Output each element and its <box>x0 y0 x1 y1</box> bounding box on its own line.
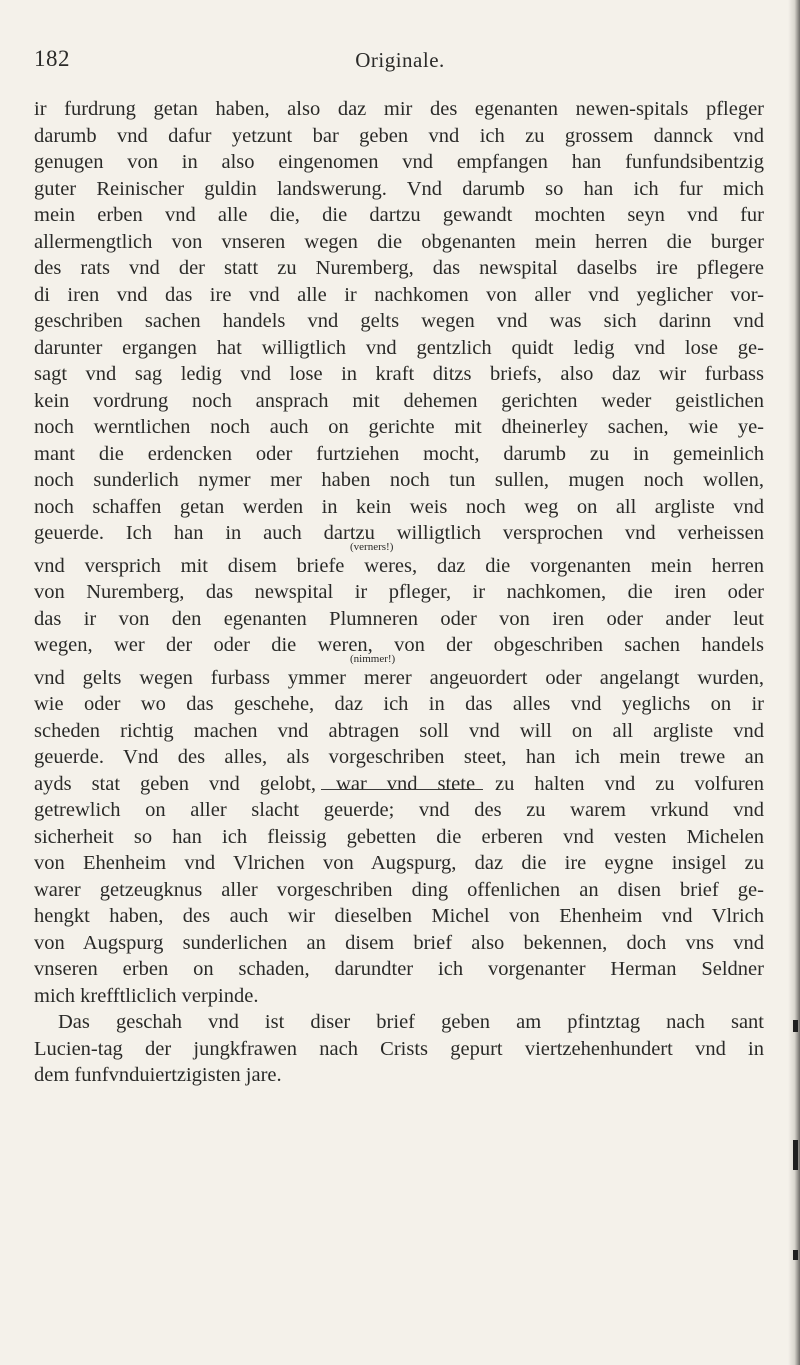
text-line: des rats vnd der statt zu Nuremberg, das newspital daselbs ire pflegere <box>34 257 764 279</box>
text-line: di iren vnd das ire vnd alle ir nachkomen von aller vnd yeglicher vor- <box>34 283 764 306</box>
text-line: das ir von den egenanten Plumneren oder von iren oder ander leut <box>34 607 764 630</box>
text-line: vnd gelts wegen furbass ymmer merer angeuordert oder angelangt wurden, <box>34 666 764 689</box>
text-line: mant die erdencken oder furtziehen mocht, darumb zu in gemeinlich <box>34 442 764 465</box>
end-rule <box>321 789 483 790</box>
text-line: mein erben vnd alle die, die dartzu gewandt mochten seyn vnd fur <box>34 204 764 226</box>
text-line: sagt vnd sag ledig vnd lose in kraft ditzs briefs, also daz wir furbass <box>34 363 764 385</box>
page-edge-mark <box>793 1250 798 1260</box>
text-line: geuerde. Ich han in auch dartzu willigtlich versprochen vnd verheissen <box>34 522 764 544</box>
text-line: noch schaffen getan werden in kein weis noch weg on all argliste vnd <box>34 495 764 518</box>
text-line: von Ehenheim vnd Vlrichen von Augspurg, daz die ire eygne insigel zu <box>34 852 764 874</box>
text-line: geuerde. Vnd des alles, als vorgeschriben steet, han ich mein trewe an <box>34 746 764 768</box>
text-line: getrewlich on aller slacht geuerde; vnd des zu warem vrkund vnd <box>34 799 764 821</box>
editorial-note: (nimmer!) <box>350 652 396 665</box>
page-edge-mark <box>793 1140 798 1170</box>
text-line: kein vordrung noch ansprach mit dehemen gerichten weder geistlichen <box>34 389 764 412</box>
text-line: Das geschah vnd ist diser brief geben am pfintztag nach sant <box>58 1011 764 1033</box>
text-line: allermengtlich von vnseren wegen die obgenanten mein herren die burger <box>34 230 764 253</box>
document-body <box>34 96 764 1089</box>
text-line: wegen, wer der oder die weren, von der obgeschriben sachen handels <box>34 634 764 656</box>
text-line: von Nuremberg, das newspital ir pfleger, ir nachkomen, die iren oder <box>34 581 764 603</box>
page-header <box>0 46 800 86</box>
text-line: mich krefftliclich verpinde. <box>34 984 259 1007</box>
text-line: hengkt haben, des auch wir dieselben Michel von Ehenheim vnd Vlrich <box>34 905 764 927</box>
text-line: geschriben sachen handels vnd gelts wegen vnd was sich darinn vnd <box>34 310 764 332</box>
text-line: sicherheit so han ich fleissig gebetten die erberen vnd vesten Michelen <box>34 825 764 848</box>
text-line: ayds stat geben vnd gelobt, war vnd stete zu halten vnd zu volfuren <box>34 772 764 795</box>
running-title: Originale. <box>355 48 445 72</box>
text-line: wie oder wo das geschehe, daz ich in das alles vnd yeglichs on ir <box>34 693 764 715</box>
text-line: vnseren erben on schaden, darundter ich vorgenanter Herman Seldner <box>34 958 764 980</box>
text-line: noch werntlichen noch auch on gerichte mit dheinerley sachen, wie ye- <box>34 416 764 438</box>
text-line: von Augspurg sunderlichen an disem brief also bekennen, doch vns vnd <box>34 931 764 954</box>
text-line: darunter ergangen hat willigtlich vnd gentzlich quidt ledig vnd lose ge- <box>34 336 764 359</box>
text-line: warer getzeugknus aller vorgeschriben ding offenlichen an disen brief ge- <box>34 878 764 901</box>
page-number: 182 <box>34 46 70 71</box>
text-line: Lucien-tag der jungkfrawen nach Crists gepurt viertzehenhundert vnd in <box>34 1037 764 1060</box>
text-line: dem funfvnduiertzigisten jare. <box>34 1064 282 1086</box>
text-line: genugen von in also eingenomen vnd empfangen han funfundsibentzig <box>34 151 764 173</box>
text-line: darumb vnd dafur yetzunt bar geben vnd ich zu grossem dannck vnd <box>34 124 764 147</box>
text-line: ir furdrung getan haben, also daz mir des egenanten newen-spitals pfleger <box>34 98 764 120</box>
page-edge-shadow <box>788 0 800 1365</box>
text-line: vnd versprich mit disem briefe weres, daz die vorgenanten mein herren <box>34 554 764 577</box>
text-line: noch sunderlich nymer mer haben noch tun sullen, mugen noch wollen, <box>34 469 764 491</box>
text-line: guter Reinischer guldin landswerung. Vnd darumb so han ich fur mich <box>34 177 764 200</box>
editorial-note: (verners!) <box>350 540 394 553</box>
text-line: scheden richtig machen vnd abtragen soll vnd will on all argliste vnd <box>34 719 764 742</box>
page-edge-mark <box>793 1020 798 1032</box>
